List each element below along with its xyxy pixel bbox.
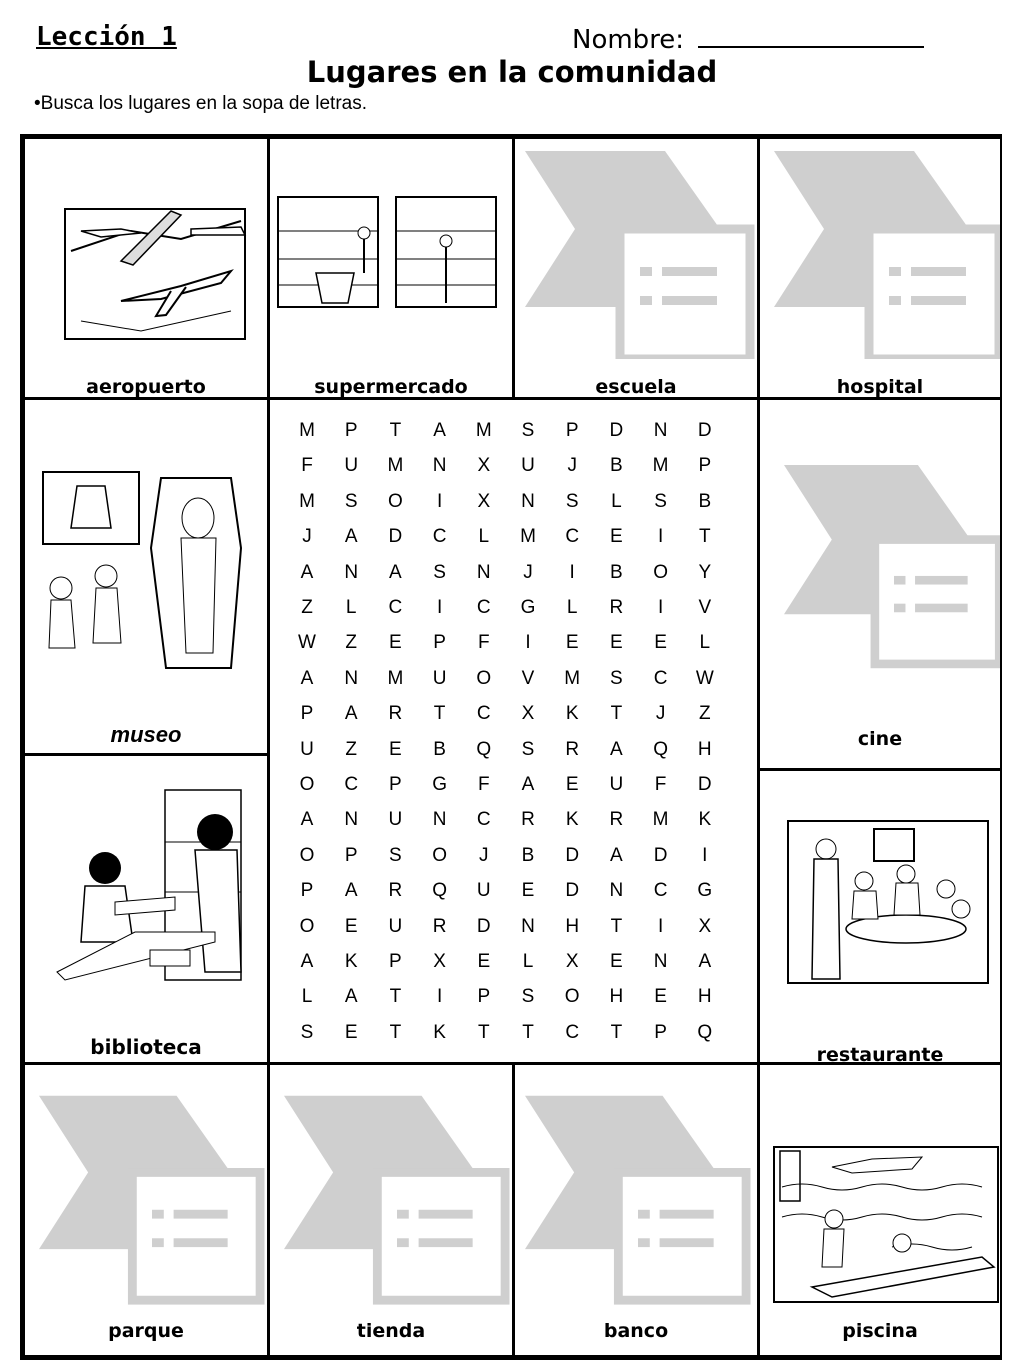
word-search-letter[interactable]: I: [702, 844, 708, 866]
word-search-letter[interactable]: B: [610, 561, 623, 583]
caption-museo: museo: [110, 722, 182, 747]
card-museo: [23, 398, 269, 755]
word-search-letter[interactable]: A: [521, 774, 535, 795]
word-search-letter[interactable]: K: [698, 809, 712, 831]
word-search-letter[interactable]: P: [565, 420, 579, 441]
pool-illustration: [772, 1127, 1000, 1307]
word-search-letter[interactable]: I: [657, 915, 664, 937]
word-search-letter[interactable]: U: [300, 738, 314, 760]
word-search-letter[interactable]: G: [432, 774, 447, 795]
placeholder-icon: [784, 456, 1002, 671]
supermarket-illustration: [276, 193, 501, 318]
card-biblioteca: [23, 754, 269, 1064]
word-search-row: [270, 699, 757, 729]
word-search-letter[interactable]: Z: [698, 703, 711, 725]
placeholder-icon: [525, 149, 755, 359]
word-search-letter[interactable]: Q: [653, 738, 668, 760]
word-search-letter[interactable]: C: [476, 703, 491, 725]
word-search-letter[interactable]: W: [298, 632, 316, 654]
word-search-letter[interactable]: A: [610, 844, 623, 866]
word-search-letter[interactable]: L: [566, 597, 578, 618]
word-search-letter[interactable]: E: [389, 738, 402, 760]
restaurant-illustration: [786, 819, 991, 987]
word-search-letter[interactable]: P: [433, 632, 446, 654]
word-search-letter[interactable]: I: [436, 597, 443, 618]
word-search-letter[interactable]: A: [300, 561, 314, 583]
word-search-letter[interactable]: N: [653, 951, 668, 972]
word-search-letter[interactable]: L: [699, 632, 711, 654]
word-search-letter[interactable]: A: [300, 809, 314, 831]
word-search-letter[interactable]: J: [567, 455, 577, 477]
word-search-letter[interactable]: F: [477, 632, 490, 654]
word-search-letter[interactable]: M: [564, 667, 581, 689]
word-search-letter[interactable]: S: [433, 561, 446, 583]
word-search-letter[interactable]: C: [432, 526, 447, 548]
airport-illustration: [61, 191, 251, 346]
word-search-letter[interactable]: X: [477, 455, 491, 477]
word-search-letter[interactable]: D: [388, 526, 403, 548]
word-search-letter[interactable]: L: [301, 986, 313, 1008]
word-search-letter[interactable]: K: [565, 703, 579, 725]
word-search-row: [270, 558, 757, 588]
word-search-row: [270, 522, 757, 552]
instruction: •Busca los lugares en la sopa de letras.: [34, 93, 368, 114]
word-search-letter[interactable]: T: [389, 986, 402, 1008]
word-search-letter[interactable]: E: [610, 526, 623, 548]
word-search-row: [270, 451, 757, 481]
word-search-letter[interactable]: H: [609, 986, 624, 1008]
card-banco: [513, 1063, 759, 1357]
worksheet-grid: [20, 134, 1002, 1360]
word-search-letter[interactable]: E: [610, 632, 623, 654]
word-search-letter[interactable]: Q: [432, 880, 447, 902]
caption-restaurante: restaurante: [816, 1044, 944, 1064]
museum-illustration: [41, 468, 251, 683]
word-search-letter[interactable]: U: [388, 809, 403, 831]
caption-supermercado: supermercado: [314, 376, 468, 398]
word-search-letter[interactable]: D: [609, 420, 624, 441]
word-search-letter[interactable]: U: [388, 915, 403, 937]
word-search-letter[interactable]: I: [657, 526, 664, 548]
word-search-letter[interactable]: A: [344, 703, 358, 725]
word-search-letter[interactable]: T: [389, 420, 402, 441]
word-search-letter[interactable]: B: [521, 844, 535, 866]
word-search-row: [270, 1018, 757, 1048]
name-line[interactable]: [698, 24, 924, 48]
word-search-letter[interactable]: V: [521, 667, 535, 689]
card-supermercado: [268, 137, 514, 399]
word-search-letter[interactable]: P: [344, 844, 358, 866]
word-search-letter[interactable]: R: [521, 809, 535, 831]
word-search-row: [270, 735, 757, 765]
word-search-letter[interactable]: N: [476, 561, 491, 583]
word-search-letter[interactable]: O: [432, 844, 447, 866]
word-search-letter[interactable]: W: [695, 667, 714, 689]
card-aeropuerto: [23, 137, 269, 399]
word-search-letter[interactable]: T: [610, 915, 623, 937]
placeholder-icon: [284, 1087, 510, 1307]
word-search-letter[interactable]: M: [520, 526, 536, 548]
lesson-title: Lección 1: [36, 22, 177, 52]
word-search-letter[interactable]: T: [610, 1021, 623, 1043]
word-search-letter[interactable]: E: [344, 1021, 358, 1043]
word-search-letter[interactable]: X: [521, 703, 535, 725]
name-field[interactable]: [572, 24, 924, 55]
word-search-letter[interactable]: O: [299, 774, 315, 795]
word-search-letter[interactable]: O: [299, 915, 315, 937]
word-search-row: [270, 628, 757, 658]
word-search-letter[interactable]: M: [652, 455, 669, 477]
word-search-letter[interactable]: N: [432, 455, 447, 477]
word-search-letter[interactable]: A: [344, 880, 358, 902]
name-label: Nombre:: [572, 25, 685, 55]
word-search-letter[interactable]: J: [302, 526, 312, 548]
word-search-letter[interactable]: R: [388, 703, 403, 725]
word-search-letter[interactable]: X: [698, 915, 712, 937]
word-search-row: [270, 841, 757, 871]
library-illustration: [55, 782, 245, 982]
word-search-letter[interactable]: P: [300, 880, 314, 902]
word-search-row: [270, 982, 757, 1012]
word-search-letter[interactable]: Z: [301, 597, 313, 618]
word-search-letter[interactable]: S: [521, 738, 535, 760]
word-search-letter[interactable]: A: [300, 667, 314, 689]
word-search-letter[interactable]: I: [657, 597, 664, 618]
word-search-letter[interactable]: N: [521, 915, 535, 937]
word-search-letter[interactable]: A: [344, 526, 358, 548]
word-search-letter[interactable]: J: [655, 703, 666, 725]
word-search-letter[interactable]: D: [476, 915, 491, 937]
word-search-letter[interactable]: C: [476, 597, 491, 618]
caption-escuela: escuela: [595, 376, 677, 398]
word-search-letter[interactable]: D: [697, 774, 712, 795]
word-search-letter[interactable]: C: [653, 667, 668, 689]
word-search-letter[interactable]: L: [345, 597, 357, 618]
word-search-letter[interactable]: C: [476, 809, 491, 831]
page-title: Lugares en la comunidad: [306, 55, 718, 89]
word-search-letter[interactable]: M: [387, 455, 404, 477]
word-search-letter[interactable]: J: [479, 844, 489, 866]
caption-hospital: hospital: [836, 376, 924, 398]
word-search-letter[interactable]: I: [436, 490, 443, 512]
word-search-letter[interactable]: U: [432, 667, 447, 689]
card-piscina: [758, 1063, 1002, 1357]
word-search-letter[interactable]: O: [476, 667, 492, 689]
word-search-letter[interactable]: A: [389, 561, 402, 583]
caption-banco: banco: [603, 1320, 669, 1342]
word-search-letter[interactable]: U: [609, 774, 624, 795]
word-search-letter[interactable]: N: [653, 420, 668, 441]
word-search-letter[interactable]: E: [610, 951, 623, 972]
word-search-letter[interactable]: G: [520, 597, 536, 618]
word-search-letter[interactable]: I: [525, 632, 531, 654]
word-search-letter[interactable]: M: [299, 420, 315, 441]
word-search-row: [270, 416, 757, 446]
placeholder-icon: [39, 1087, 265, 1307]
card-tienda: [268, 1063, 514, 1357]
word-search-letter[interactable]: L: [478, 526, 490, 548]
word-search-letter[interactable]: U: [521, 455, 535, 477]
caption-biblioteca: biblioteca: [90, 1035, 202, 1059]
word-search-letter[interactable]: R: [609, 809, 624, 831]
word-search-letter[interactable]: D: [653, 844, 668, 866]
caption-tienda: tienda: [356, 1320, 426, 1342]
word-search-letter[interactable]: I: [569, 561, 575, 583]
word-search-letter[interactable]: D: [697, 420, 712, 441]
word-search-letter[interactable]: O: [564, 986, 580, 1008]
word-search-letter[interactable]: Z: [345, 738, 357, 760]
word-search-letter[interactable]: S: [654, 490, 667, 512]
word-search-letter[interactable]: T: [433, 703, 446, 725]
word-search-letter[interactable]: H: [565, 915, 580, 937]
word-search-letter[interactable]: E: [565, 774, 579, 795]
word-search-letter[interactable]: M: [387, 667, 404, 689]
card-restaurante: [758, 769, 1002, 1064]
word-search-row: [270, 912, 757, 942]
word-search-letter[interactable]: E: [565, 632, 579, 654]
word-search-row: [270, 770, 757, 800]
word-search-letter[interactable]: R: [565, 738, 580, 760]
word-search-letter[interactable]: P: [300, 703, 314, 725]
word-search-letter[interactable]: C: [565, 526, 580, 548]
word-search-letter[interactable]: U: [476, 880, 491, 902]
word-search-letter[interactable]: C: [565, 1021, 580, 1043]
word-search-row: [270, 487, 757, 517]
word-search-letter[interactable]: L: [611, 490, 622, 512]
word-search-letter[interactable]: S: [344, 490, 358, 512]
word-search-letter[interactable]: P: [698, 455, 712, 477]
word-search-letter[interactable]: T: [477, 1021, 490, 1043]
word-search-letter[interactable]: C: [388, 597, 403, 618]
word-search-letter[interactable]: K: [433, 1021, 446, 1043]
word-search-letter[interactable]: E: [654, 632, 667, 654]
placeholder-icon: [774, 149, 1002, 359]
word-search-letter[interactable]: F: [654, 774, 667, 795]
word-search-letter[interactable]: T: [389, 1021, 402, 1043]
word-search-letter[interactable]: M: [652, 809, 669, 831]
word-search-letter[interactable]: Q: [476, 738, 492, 760]
word-search-letter[interactable]: S: [521, 986, 535, 1008]
word-search-letter[interactable]: X: [565, 951, 579, 972]
word-search-grid: [270, 400, 757, 1062]
word-search: [268, 398, 759, 1064]
card-escuela: [513, 137, 759, 399]
word-search-letter[interactable]: A: [344, 986, 358, 1008]
word-search-letter[interactable]: G: [697, 880, 713, 902]
word-search-letter[interactable]: T: [522, 1021, 534, 1043]
word-search-row: [270, 947, 757, 977]
word-search-letter[interactable]: O: [388, 490, 403, 512]
word-search-letter[interactable]: S: [300, 1021, 314, 1043]
word-search-letter[interactable]: R: [609, 597, 624, 618]
word-search-letter[interactable]: H: [697, 738, 712, 760]
caption-piscina: piscina: [842, 1320, 918, 1342]
word-search-letter[interactable]: N: [609, 880, 624, 902]
word-search-letter[interactable]: P: [344, 420, 358, 441]
word-search-letter[interactable]: F: [477, 774, 490, 795]
word-search-letter[interactable]: R: [432, 915, 447, 937]
word-search-letter[interactable]: E: [389, 632, 402, 654]
word-search-letter[interactable]: N: [344, 561, 359, 583]
word-search-row: [270, 876, 757, 906]
word-search-letter[interactable]: E: [344, 915, 358, 937]
word-search-letter[interactable]: S: [565, 490, 579, 512]
word-search-row: [270, 664, 757, 694]
word-search-letter[interactable]: S: [389, 844, 402, 866]
word-search-letter[interactable]: M: [475, 420, 492, 441]
word-search-row: [270, 593, 757, 623]
word-search-letter[interactable]: A: [433, 420, 446, 441]
word-search-letter[interactable]: I: [436, 986, 443, 1008]
word-search-letter[interactable]: B: [698, 490, 712, 512]
word-search-letter[interactable]: H: [697, 986, 712, 1008]
word-search-letter[interactable]: B: [610, 455, 623, 477]
word-search-row: [270, 805, 757, 835]
word-search-letter[interactable]: E: [654, 986, 667, 1008]
caption-parque: parque: [108, 1320, 184, 1342]
word-search-letter[interactable]: R: [388, 880, 403, 902]
word-search-letter[interactable]: C: [344, 774, 359, 795]
word-search-letter[interactable]: S: [610, 667, 623, 689]
caption-aeropuerto: aeropuerto: [86, 376, 206, 398]
placeholder-icon: [525, 1087, 751, 1307]
word-search-letter[interactable]: B: [433, 738, 446, 760]
word-search-letter[interactable]: C: [653, 880, 668, 902]
word-search-letter[interactable]: T: [610, 703, 623, 725]
card-parque: [23, 1063, 269, 1357]
word-search-letter[interactable]: N: [344, 667, 359, 689]
word-search-letter[interactable]: A: [610, 738, 623, 760]
word-search-letter[interactable]: L: [522, 951, 534, 972]
word-search-letter[interactable]: F: [301, 455, 313, 477]
word-search-letter[interactable]: N: [344, 809, 359, 831]
word-search-letter[interactable]: X: [477, 490, 491, 512]
word-search-letter[interactable]: P: [389, 774, 402, 795]
word-search-letter[interactable]: A: [698, 951, 712, 972]
word-search-letter[interactable]: A: [300, 951, 314, 972]
word-search-letter[interactable]: E: [477, 951, 491, 972]
word-search-letter[interactable]: J: [523, 561, 533, 583]
card-hospital: [758, 137, 1002, 399]
word-search-letter[interactable]: D: [565, 880, 580, 902]
word-search-letter[interactable]: O: [653, 561, 668, 583]
word-search-letter[interactable]: X: [433, 951, 446, 972]
word-search-letter[interactable]: K: [344, 951, 358, 972]
word-search-letter[interactable]: S: [521, 420, 535, 441]
word-search-letter[interactable]: V: [698, 597, 712, 618]
word-search-letter[interactable]: N: [432, 809, 447, 831]
word-search-letter[interactable]: P: [654, 1021, 667, 1043]
word-search-letter[interactable]: P: [477, 986, 491, 1008]
word-search-letter[interactable]: E: [521, 880, 535, 902]
word-search-letter[interactable]: D: [565, 844, 580, 866]
word-search-letter[interactable]: K: [565, 809, 579, 831]
word-search-letter[interactable]: P: [389, 951, 402, 972]
word-search-letter[interactable]: Z: [345, 632, 357, 654]
caption-cine: cine: [857, 728, 903, 750]
word-search-letter[interactable]: N: [521, 490, 535, 512]
word-search-letter[interactable]: Y: [698, 561, 712, 583]
word-search-letter[interactable]: T: [698, 526, 711, 548]
card-cine: [758, 398, 1002, 770]
word-search-letter[interactable]: O: [299, 844, 315, 866]
word-search-letter[interactable]: U: [344, 455, 359, 477]
word-search-letter[interactable]: M: [299, 490, 315, 512]
word-search-letter[interactable]: Q: [697, 1021, 713, 1043]
